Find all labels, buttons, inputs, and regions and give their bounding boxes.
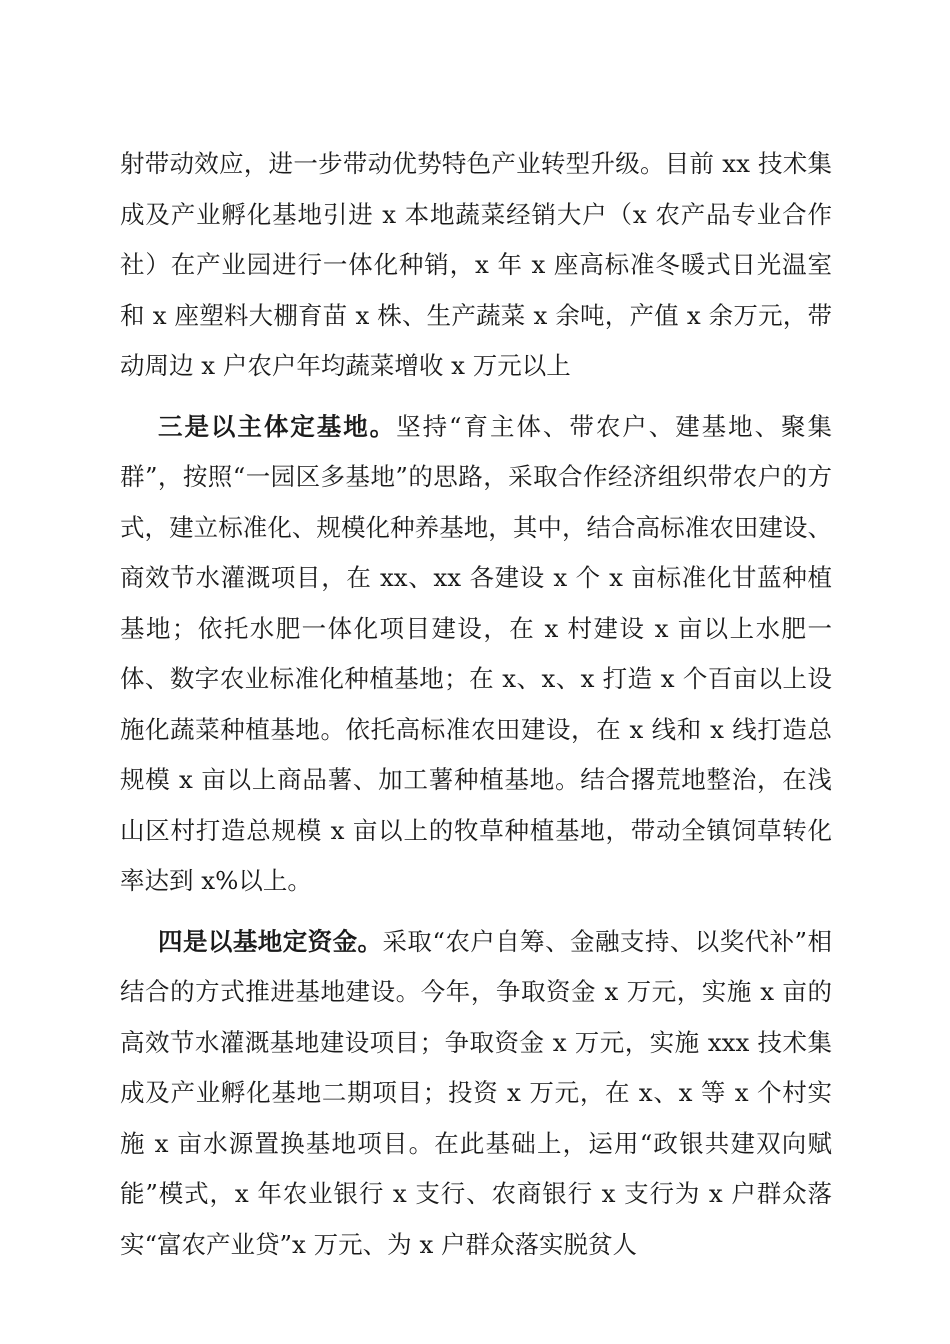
paragraph-text: 射带动效应，进一步带动优势特色产业转型升级。目前 xx 技术集成及产业孵化基地引进 x 本地蔬菜经销大户（x 农产品专业合作社）在产业园进行一体化种销，x 年 x 座高标准冬暖式日光温室和 x 座塑料大棚育苗 x 株、生产蔬菜 x 余吨，产值 x 余万元，带动周边 x 户农户年均蔬菜增收 x 万元以上 [120, 149, 832, 380]
paragraph-continuation [120, 139, 832, 392]
paragraph-base-funding [120, 917, 832, 1271]
paragraph-heading: 四是以基地定资金。 [158, 926, 383, 956]
paragraph-main-base [120, 402, 832, 907]
paragraph-heading: 三是以主体定基地。 [158, 411, 397, 441]
document-body [120, 139, 832, 1280]
paragraph-text: 坚持“育主体、带农户、建基地、聚集群”，按照“一园区多基地”的思路，采取合作经济组织带农户的方式，建立标准化、规模化种养基地，其中，结合高标准农田建设、商效节水灌溉项目，在 xx、xx 各建设 x 个 x 亩标准化甘蓝种植基地；依托水肥一体化项目建设，在 x 村建设 x 亩以上水肥一体、数字农业标准化种植基地；在 x、x、x 打造 x 个百亩以上设施化蔬菜种植基地。依托高标准农田建设，在 x 线和 x 线打造总规模 x 亩以上商品薯、加工薯种植基地。结合撂荒地整治，在浅山区村打造总规模 x 亩以上的牧草种植基地，带动全镇饲草转化率达到 x%以上。 [120, 411, 833, 895]
paragraph-text: 采取“农户自筹、金融支持、以奖代补”相结合的方式推进基地建设。今年，争取资金 x 万元，实施 x 亩的高效节水灌溉基地建设项目；争取资金 x 万元，实施 xxx 技术集成及产业孵化基地二期项目；投资 x 万元，在 x、x 等 x 个村实施 x 亩水源置换基地项目。在此基础上，运用“政银共建双向赋能”模式，x 年农业银行 x 支行、农商银行 x 支行为 x 户群众落实“富农产业贷”x 万元、为 x 户群众落实脱贫人 [120, 926, 832, 1259]
